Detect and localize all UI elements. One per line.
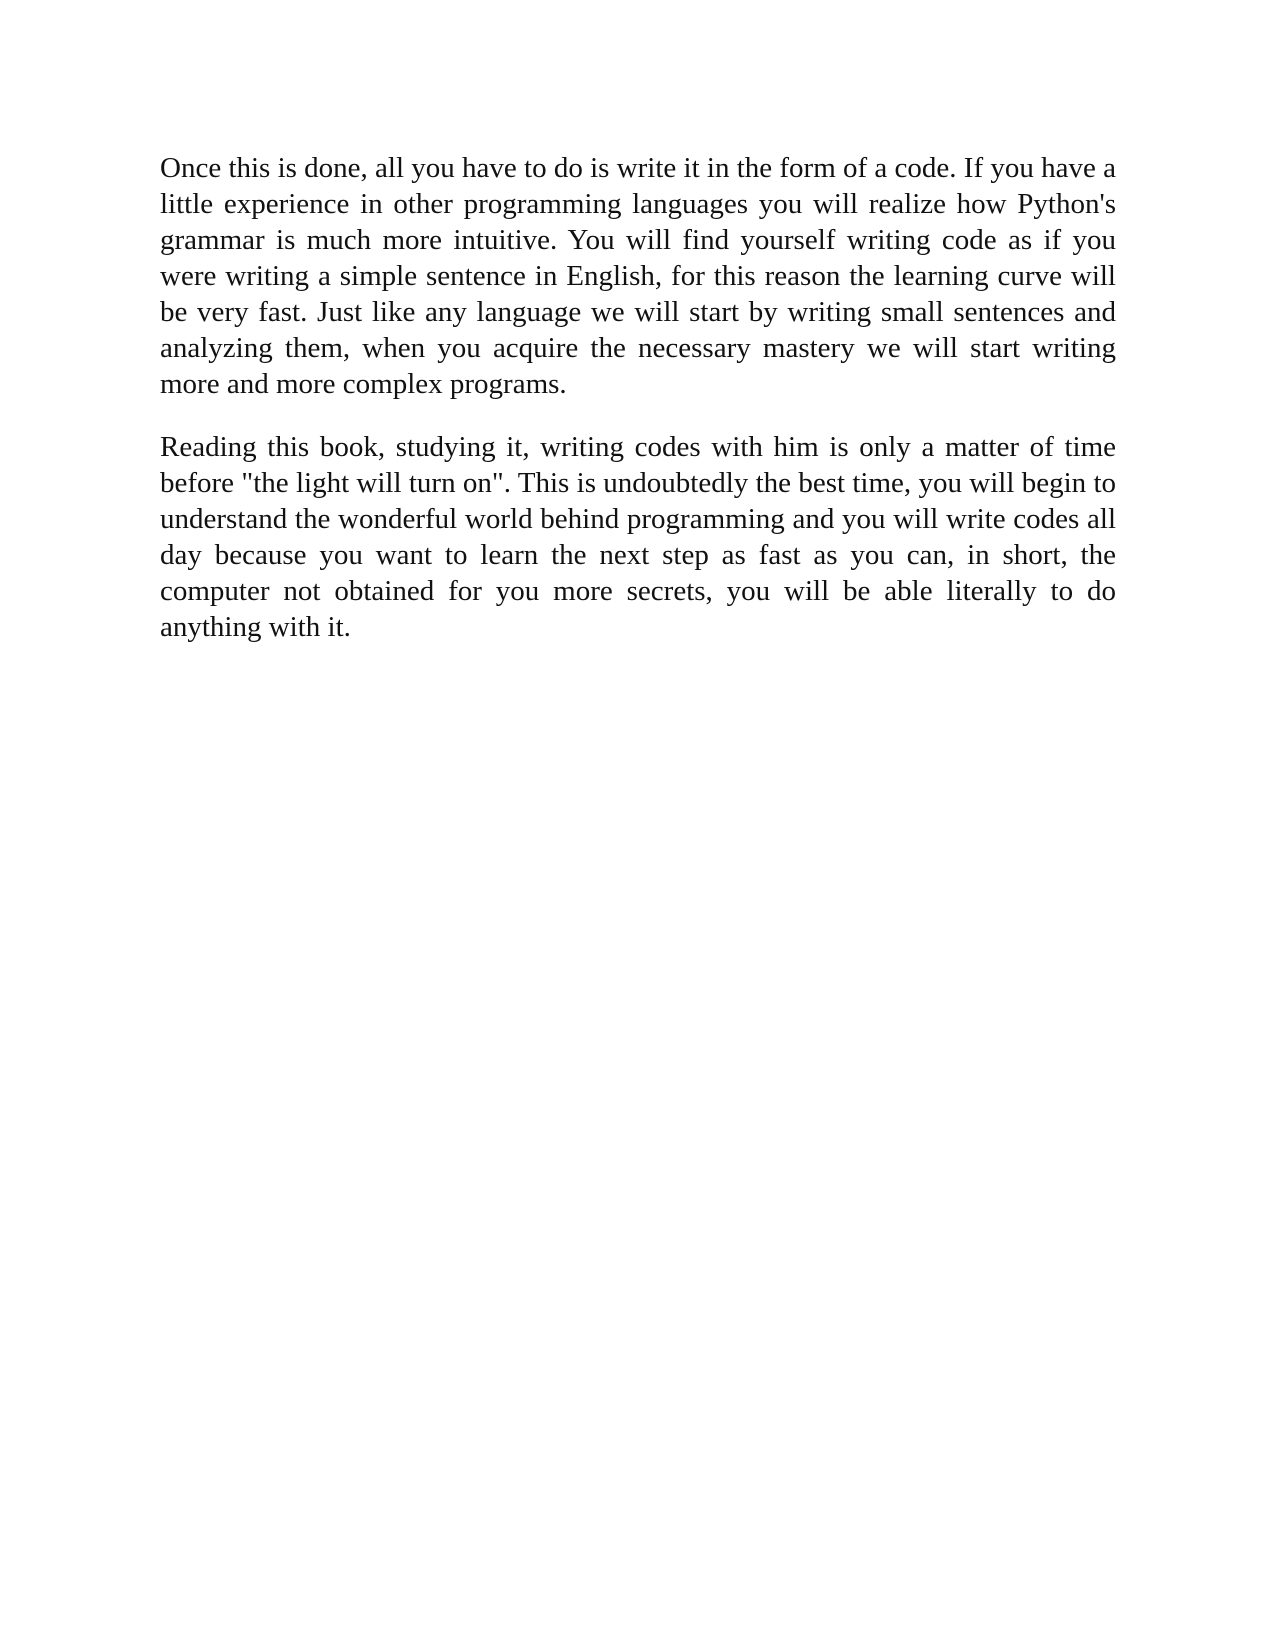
body-text bbox=[160, 150, 1116, 672]
paragraph-2: Reading this book, studying it, writing codes with him is only a matter of time before "the light will turn on". This is undoubtedly the best time, you will begin to understand the wonderful world behind programming and you will write codes all day because you want to learn the next step as fast as you can, in short, the computer not obtained for you more secrets, you will be able literally to do anything with it. bbox=[160, 431, 1116, 643]
paragraph-1: Once this is done, all you have to do is write it in the form of a code. If you have a little experience in other programming languages you will realize how Python's grammar is much more intuitive. You will find yourself writing code as if you were writing a simple sentence in English, for this reason the learning curve will be very fast. Just like any language we will start by writing small sentences and analyzing them, when you acquire the necessary mastery we will start writing more and more complex programs. bbox=[160, 152, 1116, 400]
